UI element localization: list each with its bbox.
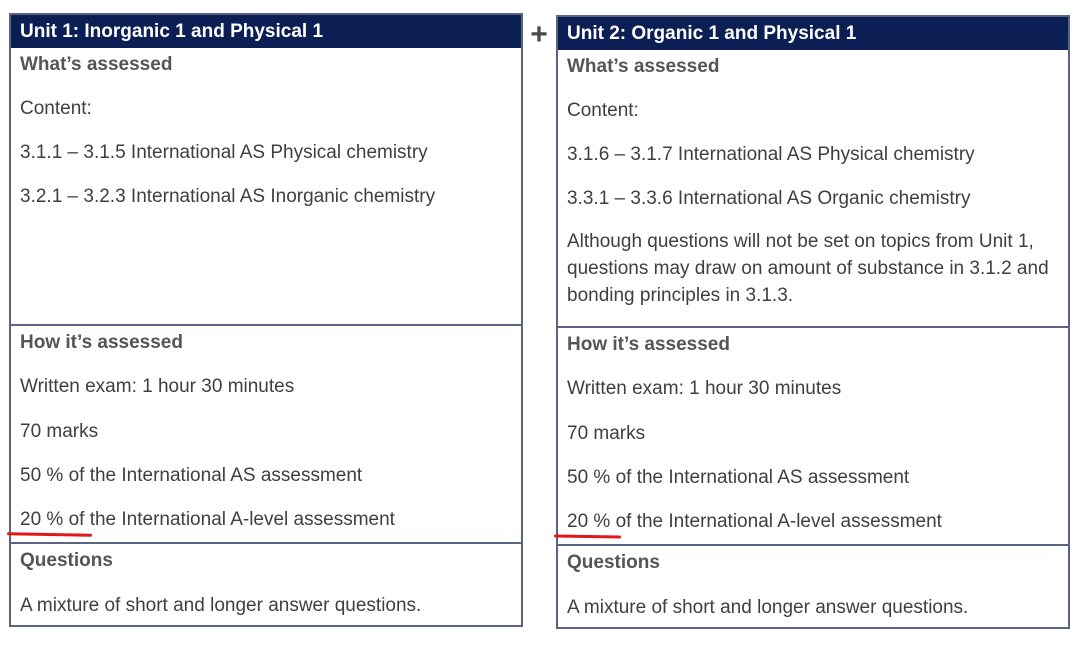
marks: 70 marks [20,421,99,442]
exam-duration: Written exam: 1 hour 30 minutes [20,376,295,397]
content-item: 3.2.1 – 3.2.3 International AS Inorganic chemistry [20,186,436,207]
alevel-weight: 20 % of the International A-level assessment [567,511,942,532]
as-weight: 50 % of the International AS assessment [567,467,910,488]
whats-assessed-heading: What’s assessed [20,54,173,75]
as-weight: 50 % of the International AS assessment [20,465,363,486]
plus-icon: + [530,18,548,51]
content-label: Content: [567,100,639,121]
unit-2-title: Unit 2: Organic 1 and Physical 1 [558,17,1068,50]
unit-2-how-assessed-section [558,328,1068,546]
unit-2-whats-assessed-section [558,50,1068,328]
content-item: 3.1.6 – 3.1.7 International AS Physical chemistry [567,144,975,165]
how-assessed-heading: How it’s assessed [567,334,730,355]
unit-2-questions-section [558,546,1068,629]
unit-1-whats-assessed-section [11,48,521,326]
alevel-weight: 20 % of the International A-level assessment [20,509,395,530]
questions-text: A mixture of short and longer answer questions. [20,595,422,616]
questions-heading: Questions [20,550,113,571]
questions-text: A mixture of short and longer answer questions. [567,597,969,618]
content-note: Although questions will not be set on topics from Unit 1, questions may draw on amount of substance in 3.1.2 and bonding principles in 3.1.3. [567,231,1049,306]
content-label: Content: [20,98,92,119]
content-item: 3.1.1 – 3.1.5 International AS Physical chemistry [20,142,428,163]
whats-assessed-heading: What’s assessed [567,56,720,77]
unit-2-card [556,15,1070,629]
exam-duration: Written exam: 1 hour 30 minutes [567,378,842,399]
content-item: 3.3.1 – 3.3.6 International AS Organic chemistry [567,188,971,209]
how-assessed-heading: How it’s assessed [20,332,183,353]
unit-1-title: Unit 1: Inorganic 1 and Physical 1 [11,15,521,48]
unit-1-how-assessed-section [11,326,521,544]
unit-1-questions-section [11,544,521,627]
questions-heading: Questions [567,552,660,573]
marks: 70 marks [567,423,646,444]
